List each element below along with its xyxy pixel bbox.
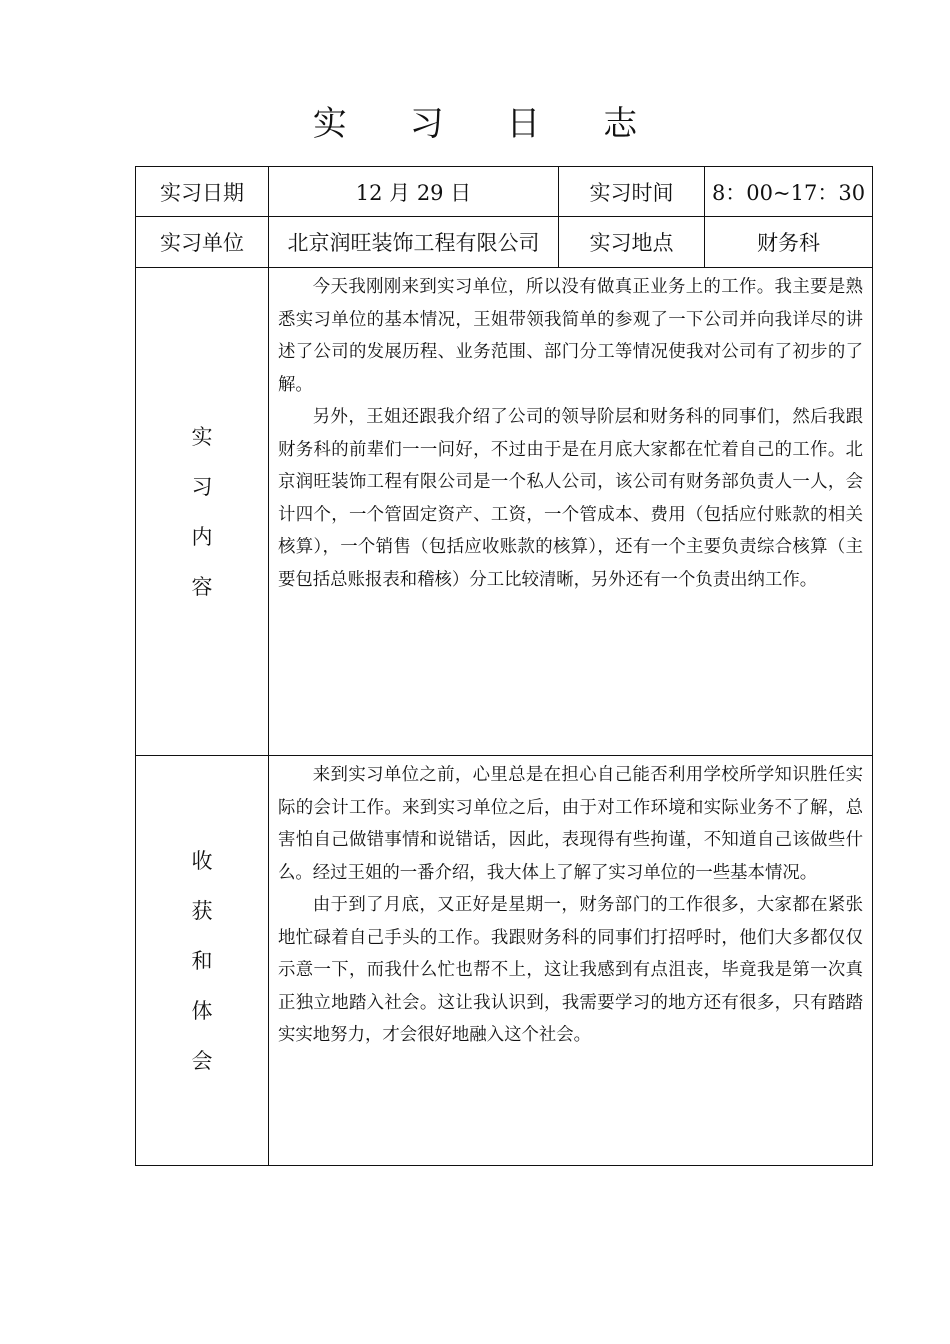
- reflection-row: [136, 756, 873, 1166]
- content-label-char: 习: [191, 474, 213, 499]
- reflection-label-char: 获: [191, 898, 213, 923]
- reflection-label-char: 收: [191, 848, 213, 873]
- content-paragraph: 另外，王姐还跟我介绍了公司的领导阶层和财务科的同事们，然后我跟财务科的前辈们一一问好，不过由于是在月底大家都在忙着自己的工作。北京润旺装饰工程有限公司是一个私人公司，该公司有财务部负责人一人，会计四个，一个管固定资产、工资，一个管成本、费用（包括应付账款的相关核算），一个销售（包括应收账款的核算），还有一个主要负责综合核算（主要包括总账报表和稽核）分工比较清晰，另外还有一个负责出纳工作。: [278, 407, 863, 590]
- content-label-char: 内: [191, 524, 213, 549]
- content-label-cell: [136, 268, 269, 756]
- time-label: 实习时间: [559, 167, 705, 217]
- date-value: 12 月 29 日: [269, 167, 559, 217]
- reflection-label-cell: [136, 756, 269, 1166]
- content-paragraph: 今天我刚刚来到实习单位，所以没有做真正业务上的工作。我主要是熟悉实习单位的基本情况，王姐带领我简单的参观了一下公司并向我详尽的讲述了公司的发展历程、业务范围、部门分工等情况使我对公司有了初步的了解。: [278, 277, 863, 395]
- place-label: 实习地点: [559, 217, 705, 268]
- unit-place-row: [136, 217, 873, 268]
- date-label: 实习日期: [136, 167, 269, 217]
- unit-label: 实习单位: [136, 217, 269, 268]
- content-body-cell: [269, 268, 873, 756]
- unit-value: 北京润旺装饰工程有限公司: [269, 217, 559, 268]
- internship-log-table: [135, 166, 873, 1166]
- place-value: 财务科: [705, 217, 873, 268]
- content-row: [136, 268, 873, 756]
- page-title: 实 习 日 志: [312, 104, 664, 144]
- date-time-row: [136, 167, 873, 217]
- reflection-body-cell: [269, 756, 873, 1166]
- time-value: 8：00~17：30: [705, 167, 873, 217]
- reflection-label-char: 会: [191, 1048, 213, 1073]
- content-label: [136, 412, 268, 612]
- content-label-char: 容: [191, 574, 213, 599]
- reflection-body: [269, 756, 872, 1052]
- reflection-paragraph: 来到实习单位之前，心里总是在担心自己能否利用学校所学知识胜任实际的会计工作。来到实习单位之后，由于对工作环境和实际业务不了解，总害怕自己做错事情和说错话，因此，表现得有些拘谨，不知道自己该做些什么。经过王姐的一番介绍，我大体上了解了实习单位的一些基本情况。: [278, 765, 863, 883]
- reflection-label: [136, 836, 268, 1086]
- reflection-label-char: 和: [191, 948, 213, 973]
- reflection-label-char: 体: [191, 998, 213, 1023]
- reflection-paragraph: 由于到了月底，又正好是星期一，财务部门的工作很多，大家都在紧张地忙碌着自己手头的工作。我跟财务科的同事们打招呼时，他们大多都仅仅示意一下，而我什么忙也帮不上，这让我感到有点沮丧，毕竟我是第一次真正独立地踏入社会。这让我认识到，我需要学习的地方还有很多，只有踏踏实实地努力，才会很好地融入这个社会。: [278, 895, 863, 1045]
- content-body: [269, 268, 872, 596]
- content-label-char: 实: [191, 424, 213, 449]
